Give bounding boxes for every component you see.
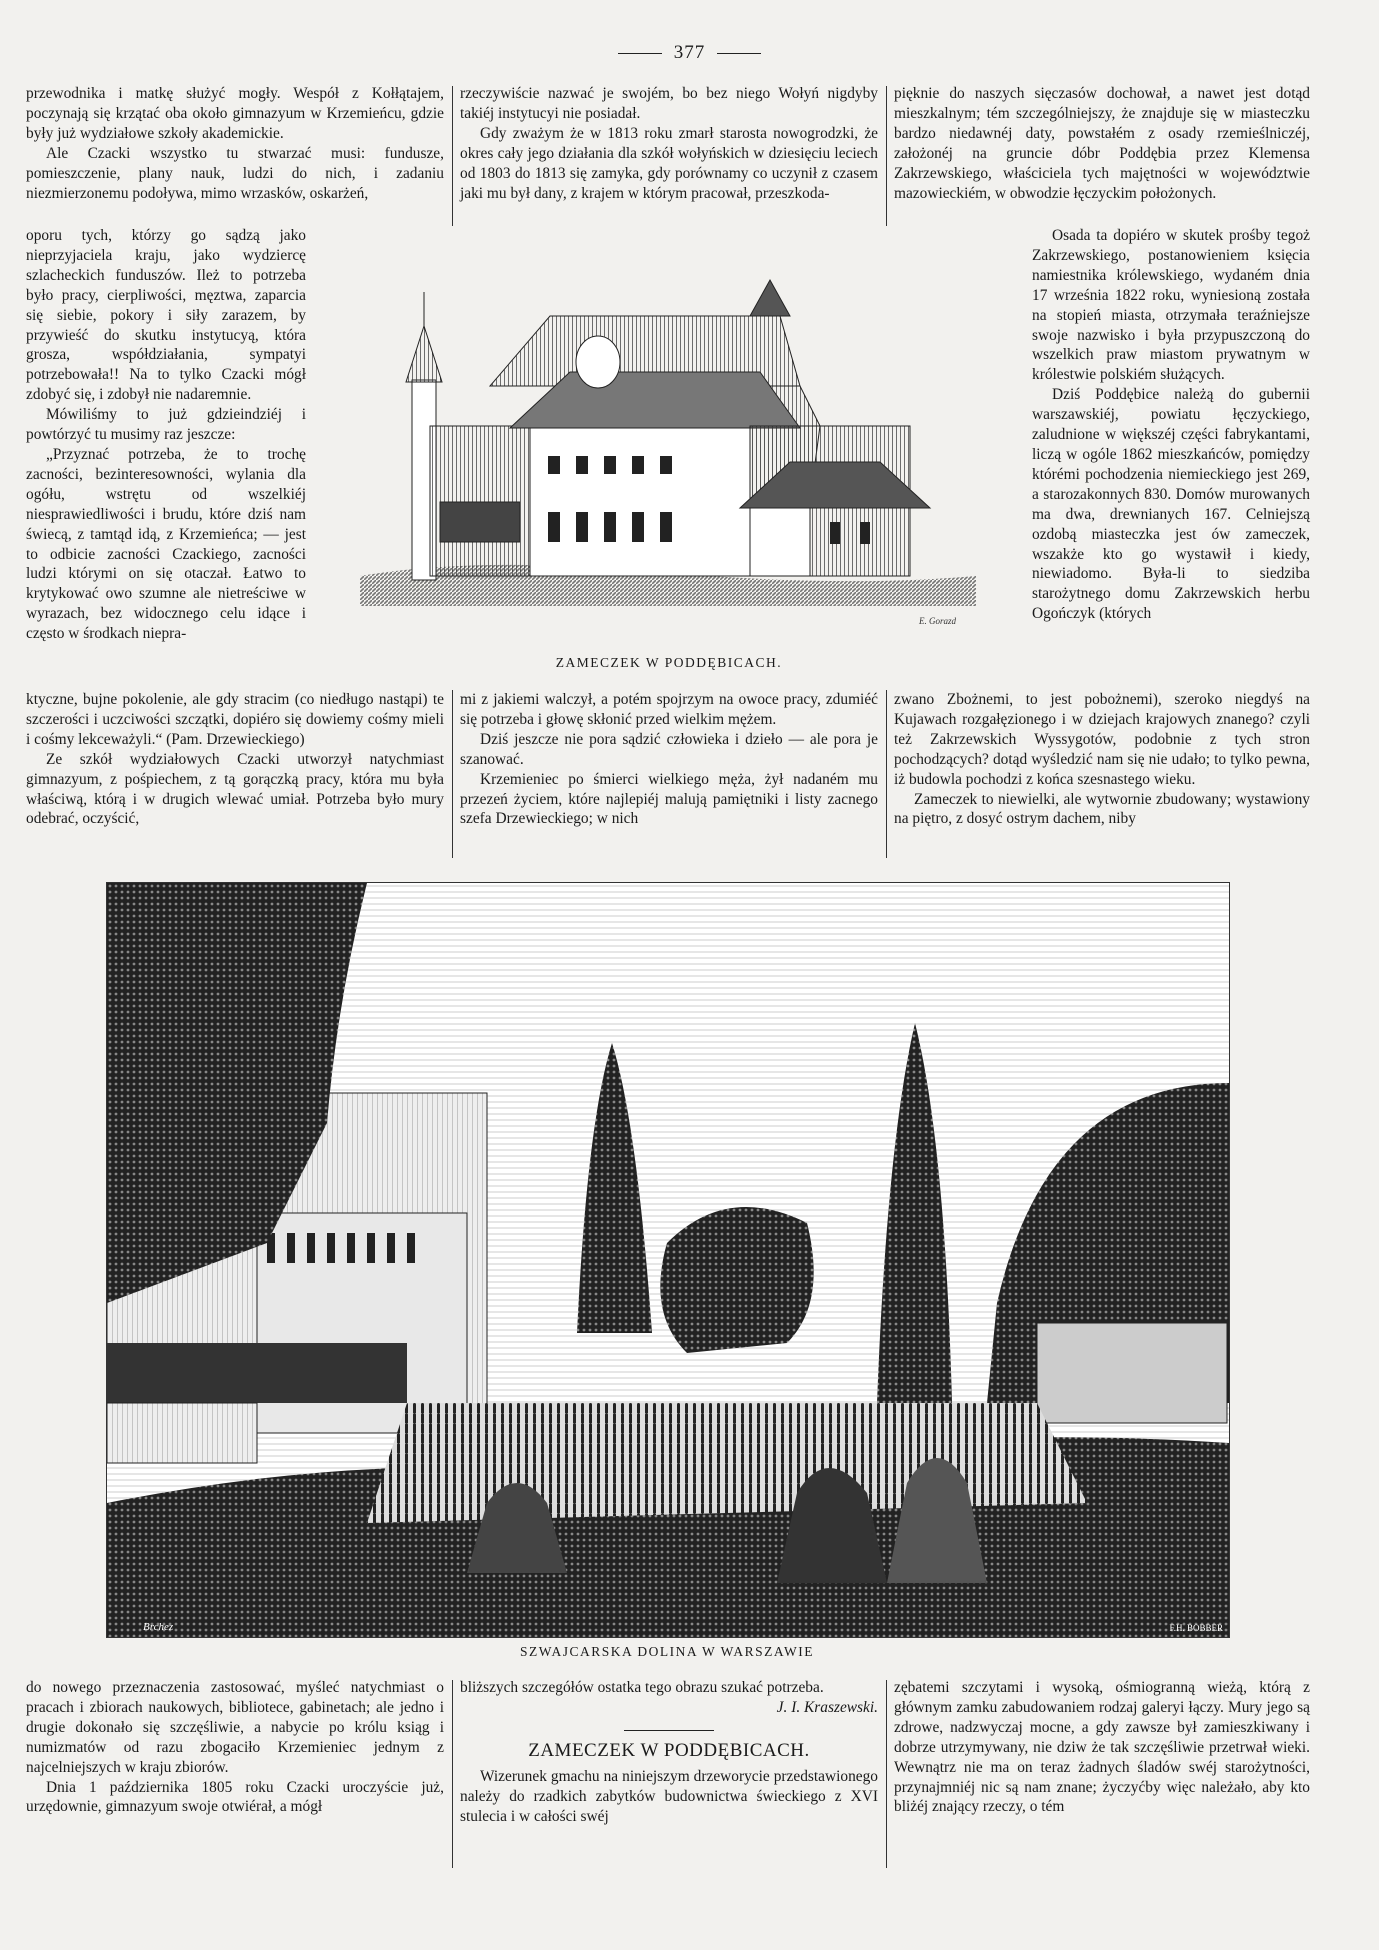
bottom-col1-text [26, 1678, 444, 1817]
paragraph: Mówiliśmy to już gdzieindziéj i powtórzyć tu musimy raz jeszcze: [26, 406, 306, 444]
paragraph: mi z jakiemi walczył, a potém spojrzym na owoce pracy, zdumiéć się potrzeba i głowę skłonić przed wielkim mężem. [460, 691, 878, 728]
column-rule [886, 1680, 887, 1868]
castle-signature: E. Gorazd [918, 616, 956, 626]
quote-paragraph: „Przyznać potrzeba, że to trochę zacności, bezinteresowności, wylania dla ogółu, wstrętu od wszelkiéj niesprawiedliwości i brudu, które dziś nam świecą, z tamtąd idą, z Krzemieńca; — jest to odbicie zacności Czackiego, zacności ludzi którymi on się otaczał. Łatwo to krytykować owo szumne ale nietreściwe w wyrazach, bez widocznego celu idące i często w środkach niepra- [26, 445, 306, 643]
paragraph: Gdy zważym że w 1813 roku zmarł starosta nowogrodzki, że okres cały jego działania dla szkół wołyńskich w dziesięciu leciech od 1803 do 1813 się zamyka, gdy porównamy co uczynił z czasem jaki mu był dany, z krajem w którym pracował, przeszkoda- [460, 124, 878, 202]
column-rule [886, 86, 887, 226]
engraving-signature-left: Brchez [143, 1621, 174, 1633]
col1-bottom-text [26, 690, 444, 829]
castle-caption: ZAMECZEK W PODDĘBICACH. [555, 655, 783, 670]
paragraph: Ze szkół wydziałowych Czacki utworzył natychmiast gimnazyum, z pośpiechem, z tą gorączką pracy, która mu była właściwą, którą i w drugich wlewać umiał. Potrzeba było mury odebrać, oczyścić, [26, 750, 444, 828]
col3-bottom-text [894, 690, 1310, 829]
col2-top-text [460, 84, 878, 203]
paragraph: Krzemieniec po śmierci wielkiego męża, żył nadaném mu przezeń życiem, które najlepiéj malują pamiętniki i listy zacnego szefa Drzewieckiego; w nich [460, 770, 878, 828]
paragraph: Dziś jeszcze nie pora sądzić człowieka i dzieło — ale pora je szanować. [460, 730, 878, 768]
article-title: ZAMECZEK W PODDĘBICACH. [528, 1739, 810, 1761]
paragraph: Wizerunek gmachu na niniejszym drzeworycie przedstawionego należy do rzadkich zabytków budownictwa świeckiego z XVI stulecia i w całości swéj [460, 1767, 878, 1825]
col3-narrow-text [1032, 226, 1310, 624]
paragraph: zwano Zbożnemi, to jest pobożnemi), szeroko niegdyś na Kujawach rozgałęzionego i w dziejach krajowych znanego? czyli też Zakrzewskich Wyssygotów, podobnie z tych stron pochodzących? dotąd wyśledzić nam się nie udało; to tylko pewna, iż budowla pochodzi z końca szesnastego wieku. [894, 691, 1310, 788]
castle-drawing [360, 276, 976, 634]
paragraph: Ale Czacki wszystko tu stwarzać musi: fundusze, pomieszczenie, plany nauk, ludzi do nich, i zadaniu niezmierzonemu podoływa, mimo wrzasków, oskarżeń, [26, 144, 444, 202]
paragraph: oporu tych, którzy go sądzą jako nieprzyjaciela kraju, jako wydziercę szlacheckich funduszów. Ileż to potrzeba było pracy, cierpliwości, męztwa, zaparcia się siebie, pokory i siły zarazem, by przywieść do skutku instytucyą, która grosza, współdziałania, sympatyi potrzebowała!! Na to tylko Czacki mógł zdobyć się, i zdobył nie nadaremnie. [26, 227, 306, 404]
column-rule [452, 86, 453, 226]
col1-top-text [26, 84, 444, 203]
paragraph: przewodnika i matkę służyć mogły. Wespół z Kołłątajem, poczynają się krzątać oba około gimnazyum w Krzemieńcu, gdzie były już wydziałowe szkoły akademickie. [26, 85, 444, 142]
paragraph: Zameczek to niewielki, ale wytwornie zbudowany; wystawiony na piętro, z dosyć ostrym dachem, niby [894, 790, 1310, 828]
paragraph: Dnia 1 października 1805 roku Czacki uroczyście już, urzędownie, gimnazyum swoje otwiérał, a mógł [26, 1778, 444, 1816]
column-rule [452, 1680, 453, 1868]
paragraph: bliższych szczegółów ostatka tego obrazu szukać potrzeba. [460, 1679, 824, 1696]
engraving-signature-right: F.H. BOBBER [1169, 1623, 1223, 1633]
section-divider [624, 1730, 714, 1731]
bottom-col2-text [460, 1678, 878, 1826]
paragraph: pięknie do naszych sięczasów dochował, a nawet jest dotąd mieszkalnym; tém szczególniejszy, że znajduje się w miasteczku bardzo niedawnéj daty, powstałém z osady rzemieślniczéj, założonéj na gruncie dóbr Poddębia przez Klemensa Zakrzewskiego, właściciela tych majętności w województwie mazowieckiém, w obwodzie łęczyckim położonych. [894, 85, 1310, 202]
swiss-valley-engraving [106, 882, 1230, 1638]
col1-narrow-text [26, 226, 306, 644]
swiss-valley-drawing [107, 883, 1229, 1637]
paragraph: Dziś Poddębice należą do gubernii warszawskiéj, powiatu łęczyckiego, zaludnione w większéj części fabrykantami, liczą w ogóle 1862 mieszkańców, pomiędzy którémi pochodzenia niemieckiego jest 269, a starozakonnych 830. Domów murowanych ma dwa, drewnianych 167. Celniejszą ozdobą miasteczka jest ów zameczek, wszakże kto go wystawił i kiedy, niewiadomo. Była-li to siedziba starożytnego domu Zakrzewskich herbu Ogończyk (których [1032, 386, 1310, 623]
paragraph: Osada ta dopiéro w skutek prośby tegoż Zakrzewskiego, postanowieniem księcia namiestnika królewskiego, wydaném dnia 17 września 1822 roku, wyniesioną została na stopień miasta, otrzymała teraźniejsze swoje nazwisko i była przypuszczoną do wszelkich praw miastom prywatnym w królestwie polskiém służących. [1032, 227, 1310, 384]
col2-bottom-text [460, 690, 878, 829]
bottom-col3-text [894, 1678, 1310, 1817]
author-signature: J. I. Kraszewski. [776, 1698, 878, 1716]
castle-woodcut [360, 276, 976, 634]
column-rule [452, 690, 453, 858]
paragraph: rzeczywiście nazwać je swojém, bo bez niego Wołyń nigdyby takiéj instytucyi nie posiadał. [460, 85, 878, 122]
column-rule [886, 690, 887, 858]
paragraph: do nowego przeznaczenia zastosować, myśleć natychmiast o pracach i zbiorach naukowych, bibliotece, gabinetach; ale jedno i drugie dokonało się szczęśliwie, a nabycie po królu ksiąg i numizmatów od razu zbogaciło Krzemieniec jednym z najcelniejszych w kraju zbiorów. [26, 1679, 444, 1776]
paragraph: ktyczne, bujne pokolenie, ale gdy stracim (co niedługo nastąpi) te szczerości i uczciwości szczątki, dopiéro się dowiemy cośmy mieli i cośmy lekceważyli.“ (Pam. Drzewieckiego) [26, 691, 444, 748]
page-number: 377 [0, 42, 1379, 64]
valley-caption: SZWAJCARSKA DOLINA W WARSZAWIE [519, 1644, 815, 1659]
col3-top-text [894, 84, 1310, 203]
paragraph: zębatemi szczytami i wysoką, ośmiogranną wieżą, którą z głównym zamku zabudowaniem rodzaj galeryi łączy. Mury jego są zdrowe, nadzwyczaj mocne, a gdy zawsze był zamieszkiwany i dobrze utrzymywany, nie dziw że tak szczęśliwie przetrwał wieki. Wewnątrz nie ma on teraz żadnych śladów swéj starożytności, przynajmniéj nic są nam znane; życzyćby więc należało, aby kto bliżéj znający rzeczy, o tém [894, 1679, 1310, 1816]
